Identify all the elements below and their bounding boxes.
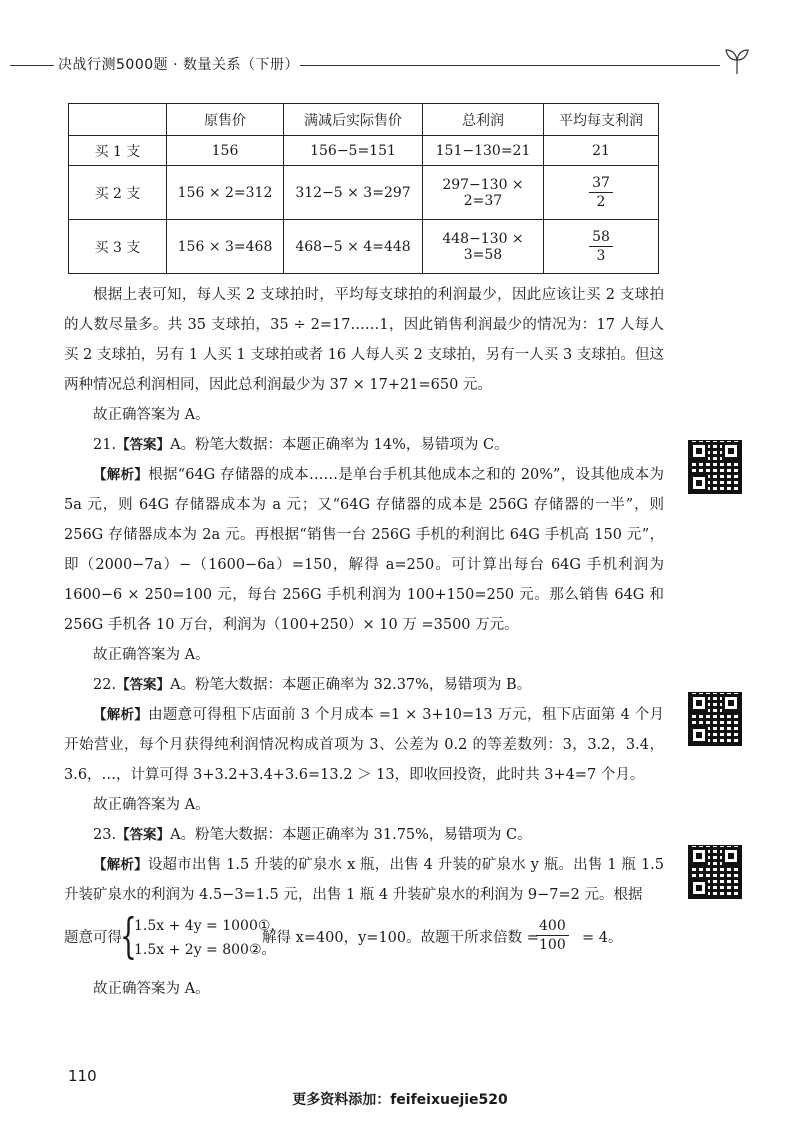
analysis-text: 由题意可得租下店面前 3 个月成本 =1 × 3+10=13 万元，租下店面第 4 个月开始营业，每个月获得纯利润情况构成首项为 3、公差为 0.2 的等差数列：3，3.2，3.4，3.6，…，计算可得 3+3.2+3.4+3.6=13.2 ＞ 13，即收回投资，此时共 3+4=7 个月。 [64, 707, 665, 783]
avg-profit-cell [544, 166, 659, 220]
analysis-tag: 【解析】 [93, 707, 149, 723]
q23-answer [64, 820, 664, 850]
original-price-cell: 156 × 2=312 [167, 166, 284, 220]
question-number: 21. [93, 437, 117, 453]
running-header [0, 44, 800, 80]
book-title: 决战行测5000题 · 数量关系（下册） [58, 57, 299, 73]
question-number: 22. [93, 677, 117, 693]
analysis-tag: 【解析】 [93, 467, 149, 483]
q22-answer [64, 670, 664, 700]
fraction-denominator: 3 [596, 248, 606, 264]
row-label: 买 2 支 [69, 166, 167, 220]
question-number: 23. [93, 827, 117, 843]
table-row [69, 220, 659, 274]
header-rule-right [300, 65, 720, 66]
actual-price-cell: 156−5=151 [284, 136, 423, 166]
answer-text: A。粉笔大数据：本题正确率为 14%，易错项为 C。 [170, 437, 509, 453]
total-profit-cell: 151−130=21 [423, 136, 544, 166]
analysis-tag: 【解析】 [93, 857, 148, 873]
q23-conclusion: 故正确答案为 A。 [93, 981, 210, 997]
fraction-denominator: 2 [596, 194, 606, 210]
fraction-denominator: 100 [539, 937, 566, 953]
fraction-numerator: 58 [589, 229, 613, 247]
q20-conclusion: 故正确答案为 A。 [93, 407, 210, 423]
ratio-fraction [536, 918, 569, 953]
avg-profit-cell [544, 220, 659, 274]
header-rule-left [10, 65, 54, 66]
fraction [589, 175, 613, 210]
row-label: 买 1 支 [69, 136, 167, 166]
table-header-cell: 原售价 [167, 104, 284, 136]
equation-line [64, 908, 664, 968]
answer-tag: 【答案】 [116, 827, 171, 843]
q21-answer [64, 430, 664, 460]
qr-code-icon[interactable] [688, 845, 742, 899]
equation-2: 1.5x + 2y = 800②。 [134, 942, 276, 958]
actual-price-cell: 468−5 × 4=448 [284, 220, 423, 274]
footer-note: 更多资料添加：feifeixuejie520 [292, 1092, 508, 1108]
table-row [69, 136, 659, 166]
q21-analysis [64, 460, 664, 640]
price-profit-table [68, 103, 659, 274]
table-header-cell [69, 104, 167, 136]
q21-conclusion: 故正确答案为 A。 [93, 647, 210, 663]
q23-analysis [64, 850, 664, 910]
table-header-cell: 平均每支利润 [544, 104, 659, 136]
page-number: 110 [68, 1067, 97, 1085]
q22-conclusion: 故正确答案为 A。 [93, 797, 210, 813]
solution-body [64, 280, 664, 1004]
answer-text: A。粉笔大数据：本题正确率为 32.37%，易错项为 B。 [170, 677, 532, 693]
table-header-cell: 满减后实际售价 [284, 104, 423, 136]
table-header-row [69, 104, 659, 136]
qr-code-icon[interactable] [688, 440, 742, 494]
q22-analysis [64, 700, 664, 790]
equation-solution: 解得 x=400，y=100。故题干所求倍数 = [262, 930, 539, 946]
equation-result: = 4。 [582, 930, 623, 946]
table-row [69, 166, 659, 220]
sprout-icon [722, 44, 752, 76]
fraction-numerator: 37 [589, 175, 613, 193]
equation-1: 1.5x + 4y = 1000①， [134, 918, 285, 934]
answer-text: A。粉笔大数据：本题正确率为 31.75%，易错项为 C。 [170, 827, 532, 843]
answer-tag: 【答案】 [116, 437, 171, 453]
fraction [589, 229, 613, 264]
table-header-cell: 总利润 [423, 104, 544, 136]
analysis-text: 根据“64G 存储器的成本……是单台手机其他成本之和的 20%”，设其他成本为 5a 元，则 64G 存储器成本为 a 元；又“64G 存储器的成本是 256G 存储器的一半”，则 256G 存储器成本为 2a 元。再根据“销售一台 256G 手机的利润比 64G 手机高 150 元”，即（2000−7a）−（1600−6a）=150，解得 a=250。可计算出每台 64G 手机利润为 1600−6 × 250=100 元，每台 256G 手机利润为 100+150=250 元。那么销售 64G 和 256G 手机各 10 万台，利润为（100+250）× 10 万 =3500 万元。 [64, 467, 664, 633]
left-brace: { [120, 908, 137, 964]
row-label: 买 3 支 [69, 220, 167, 274]
equation-intro: 题意可得 [64, 930, 122, 946]
avg-profit-cell: 21 [544, 136, 659, 166]
original-price-cell: 156 [167, 136, 284, 166]
total-profit-cell: 448−130 × 3=58 [423, 220, 544, 274]
original-price-cell: 156 × 3=468 [167, 220, 284, 274]
fraction-numerator: 400 [536, 918, 569, 936]
q20-analysis: 根据上表可知，每人买 2 支球拍时，平均每支球拍的利润最少，因此应该让买 2 支球拍的人数尽量多。共 35 支球拍，35 ÷ 2=17……1，因此销售利润最少的情况为：17 人每人买 2 支球拍，另有 1 人买 1 支球拍或者 16 人每人买 2 支球拍，另有一人买 3 支球拍。但这两种情况总利润相同，因此总利润最少为 37 × 17+21=650 元。 [64, 287, 664, 393]
answer-tag: 【答案】 [116, 677, 171, 693]
qr-code-icon[interactable] [688, 692, 742, 746]
analysis-text: 设超市出售 1.5 升装的矿泉水 x 瓶，出售 4 升装的矿泉水 y 瓶。出售 1 瓶 1.5 升装矿泉水的利润为 4.5−3=1.5 元，出售 1 瓶 4 升装矿泉水的利润为 9−7=2 元。根据 [64, 857, 665, 903]
total-profit-cell: 297−130 × 2=37 [423, 166, 544, 220]
actual-price-cell: 312−5 × 3=297 [284, 166, 423, 220]
